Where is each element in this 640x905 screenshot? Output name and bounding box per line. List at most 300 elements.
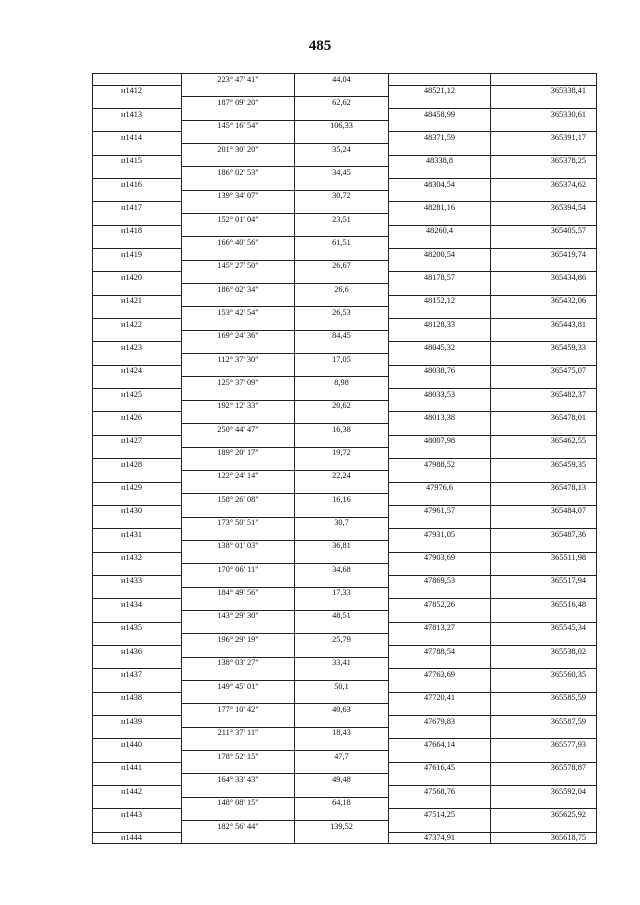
angle-cell: 138° 01' 03"	[182, 540, 295, 552]
empty-cell	[491, 680, 597, 692]
empty-cell	[93, 214, 182, 226]
coordinates-table	[92, 73, 597, 844]
point-row	[93, 482, 597, 494]
angle-cell: 178° 52' 15"	[182, 750, 295, 762]
empty-cell	[182, 435, 295, 447]
empty-cell	[491, 330, 597, 342]
point-name-cell: н1432	[93, 552, 182, 564]
distance-cell: 49,48	[295, 774, 389, 786]
empty-cell	[491, 144, 597, 156]
empty-cell	[389, 167, 491, 179]
empty-cell	[182, 575, 295, 587]
empty-cell	[491, 797, 597, 809]
angle-cell: 112° 37' 30"	[182, 354, 295, 366]
empty-cell	[389, 657, 491, 669]
point-name-cell: н1434	[93, 599, 182, 611]
empty-cell	[182, 155, 295, 167]
empty-cell	[93, 400, 182, 412]
empty-cell	[182, 739, 295, 751]
angle-cell: 187° 09' 20"	[182, 97, 295, 109]
x-coordinate-cell: 48304,54	[389, 179, 491, 191]
point-row	[93, 692, 597, 704]
empty-cell	[182, 692, 295, 704]
point-name-cell: н1428	[93, 459, 182, 471]
y-coordinate-cell: 365577,93	[491, 739, 597, 751]
distance-cell: 44,04	[295, 74, 389, 86]
angle-cell: 149° 45' 01"	[182, 680, 295, 692]
empty-cell	[389, 330, 491, 342]
empty-cell	[295, 692, 389, 704]
empty-cell	[93, 237, 182, 249]
point-row	[93, 715, 597, 727]
point-name-cell: н1417	[93, 202, 182, 214]
empty-cell	[295, 482, 389, 494]
empty-cell	[491, 74, 597, 86]
empty-cell	[295, 669, 389, 681]
angle-cell: 192° 12' 33"	[182, 400, 295, 412]
point-name-cell: н1418	[93, 225, 182, 237]
distance-cell: 61,51	[295, 237, 389, 249]
angle-cell: 143° 29' 30"	[182, 610, 295, 622]
y-coordinate-cell: 365516,48	[491, 599, 597, 611]
x-coordinate-cell: 48038,76	[389, 365, 491, 377]
point-name-cell: н1416	[93, 179, 182, 191]
coordinates-table-wrapper	[92, 73, 596, 844]
distance-cell: 17,05	[295, 354, 389, 366]
distance-cell: 34,68	[295, 564, 389, 576]
segment-row	[93, 821, 597, 833]
coordinates-table-body	[93, 74, 597, 844]
segment-row	[93, 144, 597, 156]
point-name-cell: н1430	[93, 505, 182, 517]
empty-cell	[182, 645, 295, 657]
empty-cell	[295, 715, 389, 727]
segment-row	[93, 354, 597, 366]
distance-cell: 18,43	[295, 727, 389, 739]
segment-row	[93, 284, 597, 296]
empty-cell	[491, 120, 597, 132]
x-coordinate-cell: 48458,99	[389, 109, 491, 121]
empty-cell	[295, 739, 389, 751]
y-coordinate-cell: 365434,86	[491, 272, 597, 284]
point-name-cell: н1440	[93, 739, 182, 751]
y-coordinate-cell: 365378,25	[491, 155, 597, 167]
point-row	[93, 272, 597, 284]
point-name-cell: н1424	[93, 365, 182, 377]
empty-cell	[389, 284, 491, 296]
x-coordinate-cell: 48128,33	[389, 319, 491, 331]
angle-cell: 138° 03' 27"	[182, 657, 295, 669]
distance-cell: 48,51	[295, 610, 389, 622]
y-coordinate-cell: 365560,35	[491, 669, 597, 681]
x-coordinate-cell: 48371,59	[389, 132, 491, 144]
empty-cell	[182, 179, 295, 191]
empty-cell	[182, 715, 295, 727]
distance-cell: 62,62	[295, 97, 389, 109]
y-coordinate-cell: 365484,07	[491, 505, 597, 517]
angle-cell: 145° 16' 54"	[182, 120, 295, 132]
empty-cell	[295, 155, 389, 167]
distance-cell: 16,16	[295, 494, 389, 506]
empty-cell	[389, 74, 491, 86]
empty-cell	[93, 634, 182, 646]
angle-cell: 122° 24' 14"	[182, 470, 295, 482]
distance-cell: 30,72	[295, 190, 389, 202]
empty-cell	[182, 389, 295, 401]
empty-cell	[93, 494, 182, 506]
point-name-cell: н1441	[93, 762, 182, 774]
empty-cell	[295, 342, 389, 354]
empty-cell	[491, 727, 597, 739]
empty-cell	[491, 540, 597, 552]
empty-cell	[295, 645, 389, 657]
x-coordinate-cell: 47514,25	[389, 809, 491, 821]
empty-cell	[93, 564, 182, 576]
empty-cell	[93, 190, 182, 202]
empty-cell	[491, 237, 597, 249]
empty-cell	[491, 284, 597, 296]
segment-row	[93, 237, 597, 249]
y-coordinate-cell: 365482,37	[491, 389, 597, 401]
point-row	[93, 225, 597, 237]
distance-cell: 20,62	[295, 400, 389, 412]
empty-cell	[93, 307, 182, 319]
empty-cell	[491, 400, 597, 412]
empty-cell	[389, 214, 491, 226]
empty-cell	[491, 587, 597, 599]
empty-cell	[389, 190, 491, 202]
segment-row	[93, 190, 597, 202]
segment-row	[93, 540, 597, 552]
empty-cell	[182, 599, 295, 611]
point-name-cell: н1419	[93, 249, 182, 261]
segment-row	[93, 120, 597, 132]
point-row	[93, 762, 597, 774]
x-coordinate-cell: 47852,26	[389, 599, 491, 611]
x-coordinate-cell: 47961,57	[389, 505, 491, 517]
distance-cell: 47,7	[295, 750, 389, 762]
empty-cell	[389, 821, 491, 833]
y-coordinate-cell: 365475,07	[491, 365, 597, 377]
empty-cell	[389, 517, 491, 529]
distance-cell: 19,72	[295, 447, 389, 459]
x-coordinate-cell: 47763,69	[389, 669, 491, 681]
empty-cell	[295, 179, 389, 191]
empty-cell	[93, 517, 182, 529]
empty-cell	[491, 307, 597, 319]
empty-cell	[295, 295, 389, 307]
empty-cell	[93, 260, 182, 272]
point-name-cell: н1438	[93, 692, 182, 704]
empty-cell	[389, 797, 491, 809]
empty-cell	[389, 540, 491, 552]
y-coordinate-cell: 365459,33	[491, 342, 597, 354]
y-coordinate-cell: 365587,59	[491, 715, 597, 727]
x-coordinate-cell: 47616,45	[389, 762, 491, 774]
empty-cell	[389, 727, 491, 739]
empty-cell	[182, 552, 295, 564]
empty-cell	[93, 680, 182, 692]
point-name-cell: н1431	[93, 529, 182, 541]
empty-cell	[93, 144, 182, 156]
distance-cell: 64,18	[295, 797, 389, 809]
point-row	[93, 575, 597, 587]
empty-cell	[182, 365, 295, 377]
point-row	[93, 622, 597, 634]
segment-row	[93, 97, 597, 109]
empty-cell	[491, 97, 597, 109]
angle-cell: 125° 37' 09"	[182, 377, 295, 389]
point-name-cell: н1413	[93, 109, 182, 121]
empty-cell	[182, 505, 295, 517]
point-row	[93, 202, 597, 214]
segment-row	[93, 727, 597, 739]
empty-cell	[93, 821, 182, 833]
empty-cell	[182, 85, 295, 97]
empty-cell	[389, 144, 491, 156]
point-name-cell: н1412	[93, 85, 182, 97]
empty-cell	[389, 447, 491, 459]
angle-cell: 166° 40' 56"	[182, 237, 295, 249]
distance-cell: 35,24	[295, 144, 389, 156]
x-coordinate-cell: 47679,83	[389, 715, 491, 727]
point-name-cell: н1422	[93, 319, 182, 331]
empty-cell	[389, 400, 491, 412]
x-coordinate-cell: 48007,98	[389, 435, 491, 447]
angle-cell: 164° 33' 43"	[182, 774, 295, 786]
segment-row	[93, 470, 597, 482]
empty-cell	[182, 762, 295, 774]
point-name-cell: н1435	[93, 622, 182, 634]
distance-cell: 8,98	[295, 377, 389, 389]
distance-cell: 30,7	[295, 517, 389, 529]
empty-cell	[295, 225, 389, 237]
angle-cell: 182° 56' 44"	[182, 821, 295, 833]
x-coordinate-cell: 48338,8	[389, 155, 491, 167]
point-row	[93, 249, 597, 261]
y-coordinate-cell: 365618,75	[491, 832, 597, 844]
empty-cell	[93, 74, 182, 86]
empty-cell	[295, 575, 389, 587]
empty-cell	[491, 564, 597, 576]
segment-row	[93, 680, 597, 692]
empty-cell	[491, 657, 597, 669]
angle-cell: 158° 26' 08"	[182, 494, 295, 506]
angle-cell: 186° 02' 34"	[182, 284, 295, 296]
empty-cell	[182, 459, 295, 471]
empty-cell	[389, 424, 491, 436]
empty-cell	[295, 412, 389, 424]
empty-cell	[295, 249, 389, 261]
y-coordinate-cell: 365578,87	[491, 762, 597, 774]
point-row	[93, 295, 597, 307]
x-coordinate-cell: 48045,32	[389, 342, 491, 354]
empty-cell	[182, 669, 295, 681]
angle-cell: 177° 10' 42"	[182, 704, 295, 716]
empty-cell	[491, 704, 597, 716]
empty-cell	[182, 272, 295, 284]
angle-cell: 201° 30' 20"	[182, 144, 295, 156]
empty-cell	[93, 447, 182, 459]
point-row	[93, 599, 597, 611]
empty-cell	[491, 354, 597, 366]
angle-cell: 173° 50' 51"	[182, 517, 295, 529]
angle-cell: 184° 49' 56"	[182, 587, 295, 599]
segment-row	[93, 74, 597, 86]
empty-cell	[295, 599, 389, 611]
segment-row	[93, 774, 597, 786]
x-coordinate-cell: 47720,41	[389, 692, 491, 704]
empty-cell	[93, 470, 182, 482]
point-name-cell: н1414	[93, 132, 182, 144]
x-coordinate-cell: 47788,54	[389, 645, 491, 657]
distance-cell: 36,81	[295, 540, 389, 552]
distance-cell: 50,1	[295, 680, 389, 692]
x-coordinate-cell: 47903,69	[389, 552, 491, 564]
point-row	[93, 155, 597, 167]
segment-row	[93, 424, 597, 436]
angle-cell: 153° 42' 54"	[182, 307, 295, 319]
y-coordinate-cell: 365517,94	[491, 575, 597, 587]
empty-cell	[93, 727, 182, 739]
empty-cell	[491, 634, 597, 646]
segment-row	[93, 657, 597, 669]
x-coordinate-cell: 47813,27	[389, 622, 491, 634]
point-name-cell: н1436	[93, 645, 182, 657]
empty-cell	[389, 237, 491, 249]
page-number: 485	[308, 38, 332, 54]
empty-cell	[389, 587, 491, 599]
empty-cell	[93, 657, 182, 669]
y-coordinate-cell: 365592,04	[491, 785, 597, 797]
x-coordinate-cell: 47374,91	[389, 832, 491, 844]
empty-cell	[182, 342, 295, 354]
segment-row	[93, 330, 597, 342]
x-coordinate-cell: 47869,53	[389, 575, 491, 587]
y-coordinate-cell: 365432,06	[491, 295, 597, 307]
empty-cell	[389, 260, 491, 272]
point-name-cell: н1444	[93, 832, 182, 844]
point-row	[93, 505, 597, 517]
point-name-cell: н1437	[93, 669, 182, 681]
point-row	[93, 412, 597, 424]
empty-cell	[491, 774, 597, 786]
empty-cell	[389, 774, 491, 786]
point-name-cell: н1425	[93, 389, 182, 401]
empty-cell	[491, 167, 597, 179]
point-name-cell: н1439	[93, 715, 182, 727]
y-coordinate-cell: 365585,59	[491, 692, 597, 704]
empty-cell	[93, 330, 182, 342]
point-name-cell: н1426	[93, 412, 182, 424]
distance-cell: 17,33	[295, 587, 389, 599]
empty-cell	[389, 610, 491, 622]
angle-cell: 189° 20' 17"	[182, 447, 295, 459]
distance-cell: 26,53	[295, 307, 389, 319]
distance-cell: 26,67	[295, 260, 389, 272]
empty-cell	[389, 120, 491, 132]
segment-row	[93, 634, 597, 646]
point-row	[93, 179, 597, 191]
x-coordinate-cell: 47931,05	[389, 529, 491, 541]
empty-cell	[182, 622, 295, 634]
empty-cell	[182, 412, 295, 424]
point-name-cell: н1433	[93, 575, 182, 587]
point-row	[93, 785, 597, 797]
empty-cell	[182, 319, 295, 331]
point-row	[93, 809, 597, 821]
empty-cell	[182, 109, 295, 121]
segment-row	[93, 307, 597, 319]
x-coordinate-cell: 48178,57	[389, 272, 491, 284]
point-row	[93, 459, 597, 471]
segment-row	[93, 260, 597, 272]
segment-row	[93, 377, 597, 389]
empty-cell	[295, 832, 389, 844]
y-coordinate-cell: 365330,61	[491, 109, 597, 121]
y-coordinate-cell: 365538,02	[491, 645, 597, 657]
angle-cell: 145° 27' 50"	[182, 260, 295, 272]
point-row	[93, 552, 597, 564]
angle-cell: 223° 47' 41"	[182, 74, 295, 86]
empty-cell	[389, 307, 491, 319]
x-coordinate-cell: 48281,16	[389, 202, 491, 214]
x-coordinate-cell: 48033,53	[389, 389, 491, 401]
x-coordinate-cell: 48260,4	[389, 225, 491, 237]
y-coordinate-cell: 365511,98	[491, 552, 597, 564]
empty-cell	[93, 354, 182, 366]
empty-cell	[182, 529, 295, 541]
segment-row	[93, 750, 597, 762]
point-name-cell: н1421	[93, 295, 182, 307]
empty-cell	[295, 809, 389, 821]
empty-cell	[389, 97, 491, 109]
y-coordinate-cell: 365459,35	[491, 459, 597, 471]
point-row	[93, 645, 597, 657]
segment-row	[93, 587, 597, 599]
empty-cell	[93, 120, 182, 132]
point-row	[93, 319, 597, 331]
empty-cell	[491, 470, 597, 482]
empty-cell	[93, 540, 182, 552]
empty-cell	[182, 249, 295, 261]
empty-cell	[295, 459, 389, 471]
empty-cell	[93, 97, 182, 109]
empty-cell	[295, 435, 389, 447]
distance-cell: 23,51	[295, 214, 389, 226]
empty-cell	[491, 447, 597, 459]
empty-cell	[389, 634, 491, 646]
empty-cell	[389, 680, 491, 692]
empty-cell	[182, 785, 295, 797]
empty-cell	[295, 319, 389, 331]
empty-cell	[295, 272, 389, 284]
empty-cell	[389, 750, 491, 762]
empty-cell	[93, 167, 182, 179]
angle-cell: 250° 44' 47"	[182, 424, 295, 436]
empty-cell	[491, 517, 597, 529]
point-name-cell: н1442	[93, 785, 182, 797]
empty-cell	[295, 85, 389, 97]
y-coordinate-cell: 365394,54	[491, 202, 597, 214]
empty-cell	[93, 750, 182, 762]
point-row	[93, 342, 597, 354]
distance-cell: 26,6	[295, 284, 389, 296]
distance-cell: 40,63	[295, 704, 389, 716]
angle-cell: 139° 34' 07"	[182, 190, 295, 202]
segment-row	[93, 400, 597, 412]
empty-cell	[93, 587, 182, 599]
